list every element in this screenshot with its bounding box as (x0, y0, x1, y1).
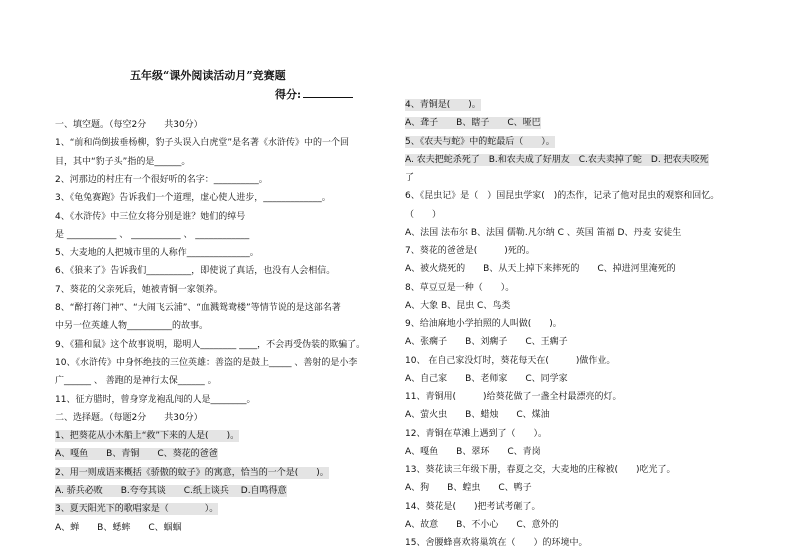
exam-title: 五年级“课外阅读活动月”竞赛题 (130, 69, 286, 82)
right-question-line: A、聋子 B、瞎子 C、哑巴 (405, 118, 541, 129)
right-question-line: A. 农夫把蛇杀死了 B.和农夫成了好朋友 C.农夫卖掉了蛇 D. 把农夫咬死 (405, 154, 709, 165)
left-question-line: 1、“前和尚倒拔垂杨柳，豹子头误入白虎堂”是名著《水浒传》中的一个回 (55, 138, 350, 149)
right-question-line: （ ） (405, 209, 442, 220)
right-question-line: A、法国 法布尔 B、法国 儒勒.凡尔纳 C 、英国 笛福 D、丹麦 安徒生 (405, 227, 682, 238)
right-question-line: 4、青铜是( )。 (405, 100, 481, 110)
right-question-line: A、萤火虫 B、蜡烛 C、煤油 (405, 410, 550, 421)
left-question-line: 5、大麦地的人把城市里的人称作______________。 (55, 248, 259, 259)
score-label: 得分: (275, 88, 302, 101)
left-question-line: 7、葵花的父亲死后，她被青铜一家领养。 (55, 284, 223, 295)
right-question-line: 了 (405, 173, 415, 183)
score-field (275, 88, 353, 101)
left-question-line: 4、《水浒传》中三位女将分别是谁？她们的绰号 (55, 211, 246, 222)
left-question-line: 二、选择题。（每题2分 共30分） (55, 412, 203, 423)
left-question-line: 11、征方腊时，曾身穿龙袍乱闯的人是________。 (55, 394, 256, 405)
right-question-line: A、狗 B、蝗虫 C、鸭子 (405, 483, 532, 494)
left-question-line: 9、《猫和鼠》这个故事说明，聪明人________ ____，不会再受伪装的欺骗了。 (55, 339, 366, 350)
left-question-line: 10、《水浒传》中身怀绝技的三位英雄：善盗的是鼓上_____ 、善射的是小李 (55, 357, 358, 368)
left-question-line: 广______ 、 善跑的是神行太保______ 。 (55, 376, 217, 387)
right-question-line: A、故意 B、不小心 C、意外的 (405, 519, 559, 530)
right-question-line: A、自己家 B、老师家 C、同学家 (405, 373, 568, 384)
right-question-line: 7、葵花的爸爸是( )死的。 (405, 246, 535, 256)
left-question-line: 8、“醉打蒋门神”、“大闹飞云浦”、“血溅鸳鸯楼”等情节说的是这部名著 (55, 303, 341, 313)
left-question-line: 目，其中“豹子头”指的是______。 (55, 156, 191, 167)
left-question-line: 一、填空题。（每空2分 共30分） (55, 120, 203, 130)
score-blank[interactable] (303, 88, 353, 98)
right-question-line: 9、给油麻地小学拍照的人叫做( )。 (405, 319, 562, 329)
left-question-line: A. 骄兵必败 B.夸夸其谈 C.纸上谈兵 D.自鸣得意 (55, 486, 287, 496)
right-question-line: 13、葵花读三年级下册，春夏之交，大麦地的庄稼被( )吃光了。 (405, 465, 676, 475)
left-question-line: A、嘎鱼 B、青铜 C、葵花的爸爸 (55, 449, 218, 460)
right-question-line: A、大象 B、昆虫 C、鸟类 (405, 300, 511, 311)
right-question-line: 10、 在自己家没灯时，葵花每天在( )做作业。 (405, 355, 616, 366)
left-question-line: A、蝉 B、蟋蟀 C、蝈蝈 (55, 522, 182, 533)
right-question-line: 6、《昆虫记》是（ ）国昆虫学家( )的杰作，记录了他对昆虫的观察和回忆。 (405, 191, 720, 202)
left-question-line: 中另一位英雄人物__________的故事。 (55, 321, 209, 332)
left-question-line: 6、《狼来了》告诉我们__________，即使说了真话，也没有人会相信。 (55, 266, 336, 277)
right-question-line: A、被火烧死的 B、从天上掉下来摔死的 C、掉进河里淹死的 (405, 264, 676, 275)
right-question-line: 5、《农夫与蛇》中的蛇最后（ ）。 (405, 136, 555, 147)
left-question-line: 3、夏天阳光下的歌唱家是（ ）。 (55, 504, 219, 515)
left-question-line: 3、《龟兔赛跑》告诉我们一个道理，虚心使人进步，_____________。 (55, 193, 331, 204)
right-question-line: 8、草豆豆是一种（ ）。 (405, 282, 515, 293)
right-question-line: A、嘎鱼 B、翠环 C、青岗 (405, 446, 541, 457)
left-question-line: 2、河那边的村庄有一个很好听的名字：__________。 (55, 174, 268, 185)
right-question-line: 15、舍腰蜂喜欢将巢筑在（ ）的环境中。 (405, 538, 588, 548)
right-question-line: 11、青铜用( )给葵花做了一盏全村最漂亮的灯。 (405, 392, 622, 402)
left-question-line: 是 ___________ 、 ___________ 、 ____________ (55, 229, 250, 240)
left-question-line: 2、用一则成语来概括《骄傲的蚊子》的寓意，恰当的一个是( )。 (55, 467, 329, 478)
right-question-line: A、张瘸子 B、刘瘸子 C、王瘸子 (405, 337, 568, 348)
right-question-line: 14、葵花是( )把考试考砸了。 (405, 501, 541, 512)
left-question-line: 1、把葵花从小木船上“救”下来的人是( )。 (55, 431, 240, 442)
right-question-line: 12、青铜在草滩上遇到了（ ）。 (405, 428, 547, 439)
